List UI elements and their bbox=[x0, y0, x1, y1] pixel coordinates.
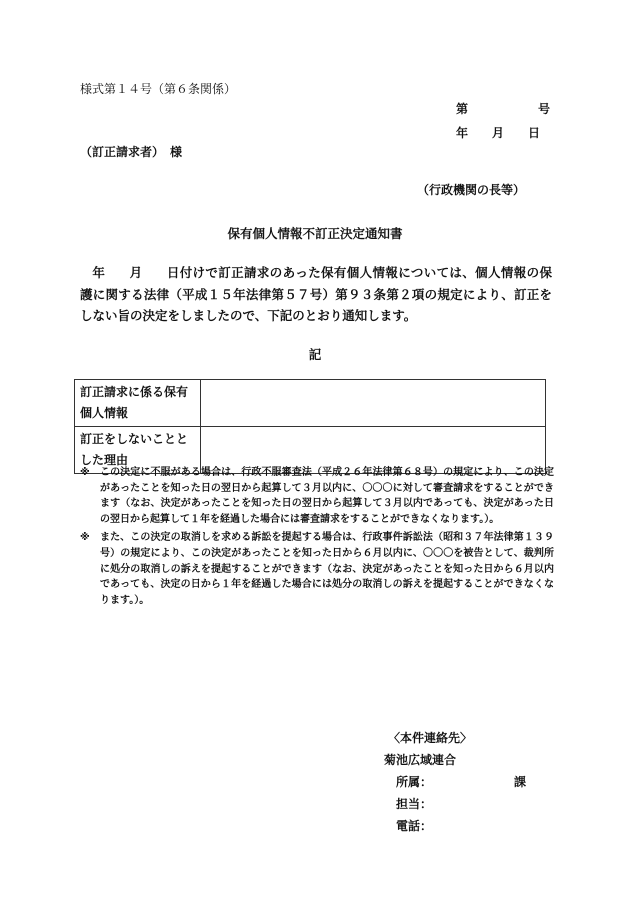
table-row bbox=[75, 380, 546, 427]
contact-organization: 菊池広域連合 bbox=[384, 753, 457, 767]
dept-suffix: 課 bbox=[514, 775, 527, 789]
contact-heading: 〈本件連絡先〉 bbox=[388, 731, 473, 745]
document-date bbox=[456, 124, 540, 141]
date-day: 日 bbox=[528, 126, 541, 140]
notes bbox=[80, 465, 554, 611]
field-label: 訂正をしないことと した理由 bbox=[75, 427, 201, 474]
number-suffix: 号 bbox=[538, 102, 551, 116]
agency-head: （行政機関の長等） bbox=[417, 183, 526, 197]
note-item bbox=[80, 465, 554, 527]
body-year: 年 bbox=[92, 265, 106, 280]
field-value bbox=[201, 380, 546, 427]
details-table bbox=[74, 379, 546, 474]
addressee: （訂正請求者） 様 bbox=[80, 145, 183, 159]
contact-phone: 電話： bbox=[396, 819, 433, 833]
number-prefix: 第 bbox=[456, 102, 469, 116]
document-number bbox=[456, 100, 550, 117]
note-text: この決定に不服がある場合は、行政不服審査法（平成２６年法律第６８号）の規定により、この決定があったことを知った日の翌日から起算して３月以内に、〇〇〇に対して審査請求をすることができます（なお、決定があったことを知った日の翌日から起算して３月以内であっても、決定があった日の翌日から起算して１年を経過した場合には審査請求をすることができなくなります。）。 bbox=[100, 467, 554, 525]
body-month: 月 bbox=[129, 265, 143, 280]
contact-person: 担当： bbox=[396, 797, 433, 811]
dept-label: 所属： bbox=[396, 775, 433, 789]
note-item bbox=[80, 530, 554, 608]
note-mark: ※ bbox=[80, 467, 90, 478]
document-title: 保有個人情報不訂正決定通知書 bbox=[227, 226, 403, 241]
date-month: 月 bbox=[492, 126, 505, 140]
contact-dept bbox=[374, 771, 526, 793]
notice-body bbox=[80, 262, 552, 327]
note-mark: ※ bbox=[80, 532, 90, 544]
body-text: 日付けで訂正請求のあった保有個人情報については、個人情報の保護に関する法律（平成１５年法律第５７号）第９３条第２項の規定により、訂正をしない旨の決定をしましたので、下記のとおり通知します。 bbox=[80, 265, 552, 323]
date-year: 年 bbox=[456, 126, 469, 140]
field-label: 訂正請求に係る保有個人情報 bbox=[75, 380, 201, 427]
note-text: また、この決定の取消しを求める訴訟を提起する場合は、行政事件訴訟法（昭和３７年法律第１３９号）の規定により、この決定があったことを知った日から６月以内に、〇〇〇を被告として、裁判所に処分の取消しの訴えを提起することができます（なお、決定があったことを知った日から６月以内であっても、決定の日から１年を経過した場合には処分の取消しの訴えを提起することができなくなります。）。 bbox=[100, 532, 554, 606]
ki-heading: 記 bbox=[308, 347, 322, 362]
contact-block bbox=[374, 727, 526, 837]
form-number: 様式第１４号（第６条関係） bbox=[80, 82, 237, 96]
